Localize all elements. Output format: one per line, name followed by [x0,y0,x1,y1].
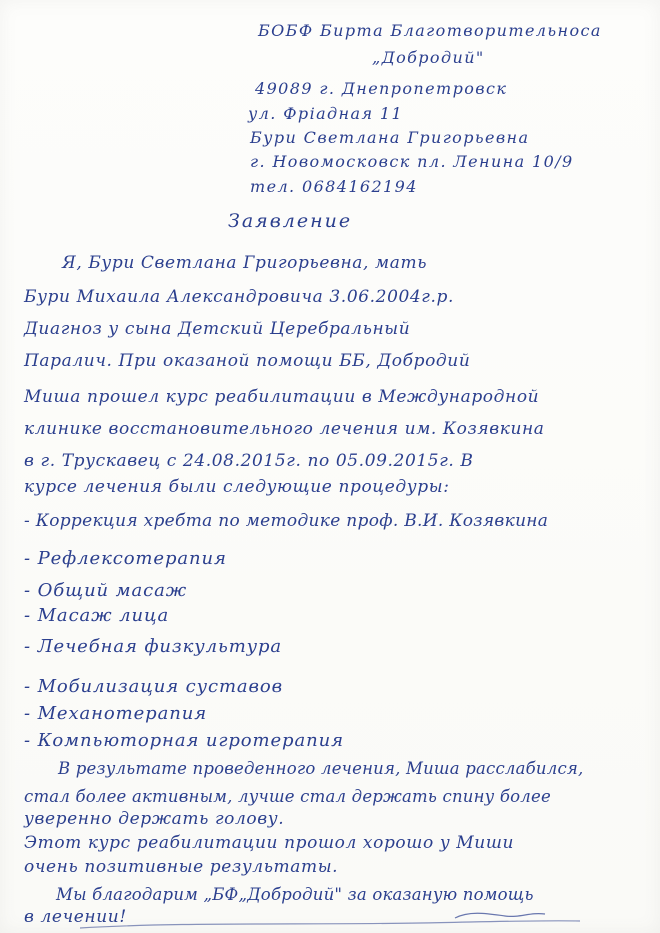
letter-title: Заявление [228,210,353,232]
closing-line: очень позитивные результаты. [24,857,339,877]
sender-address-line: г. Новомосковск пл. Ленина 10/9 [250,152,574,171]
procedure-item: - Мобилизация суставов [24,676,284,697]
closing-line: Этот курс реабилитации прошол хорошо у Миши [24,833,515,853]
sender-phone-line: тел. 0684162194 [250,177,418,196]
body-line: курсе лечения были следующие процедуры: [24,477,450,497]
body-line: клинике восстановительного лечения им. Козявкина [24,419,545,439]
body-line: Паралич. При оказаной помощи ББ, Добродий [24,351,471,371]
closing-line: стал более активным, лучше стал держать спину более [24,787,551,806]
body-line: в г. Трускавец с 24.08.2015г. по 05.09.2015г. В [24,451,474,471]
recipient-line: БОБФ Бирта Благотворительноса [258,21,602,40]
body-line: Бури Михаила Александровича 3.06.2004г.р. [24,287,454,307]
procedure-item: - Рефлексотерапия [24,548,227,569]
recipient-name-line: „Добродий" [372,48,485,67]
body-line: Миша прошел курс реабилитации в Международной [24,387,540,407]
cut-off-line-stroke [80,921,580,928]
closing-line: В результате проведенного лечения, Миша расслабился, [58,759,584,778]
procedure-item: - Компьюторная игротерапия [24,730,344,751]
signature-stroke [455,913,545,918]
closing-line: в лечении! [24,907,127,927]
procedure-item: - Масаж лица [24,605,170,626]
recipient-city-line: 49089 г. Днепропетровск [255,79,508,98]
body-line: Диагноз у сына Детский Церебральный [24,319,411,339]
recipient-street-line: ул. Фрiадная 11 [248,104,404,123]
procedure-item: - Общий масаж [24,580,188,601]
procedure-item: - Лечебная физкультура [24,636,283,657]
procedure-item: - Механотерапия [24,703,208,724]
sender-name-line: Бури Светлана Григорьевна [250,128,530,147]
procedure-item: - Коррекция хребта по методике проф. В.И. Козявкина [24,511,549,531]
closing-line: уверенно держать голову. [24,809,285,829]
body-line: Я, Бури Светлана Григорьевна, мать [62,253,428,273]
closing-line: Мы благодарим „БФ„Добродий" за оказаную помощь [56,885,534,904]
